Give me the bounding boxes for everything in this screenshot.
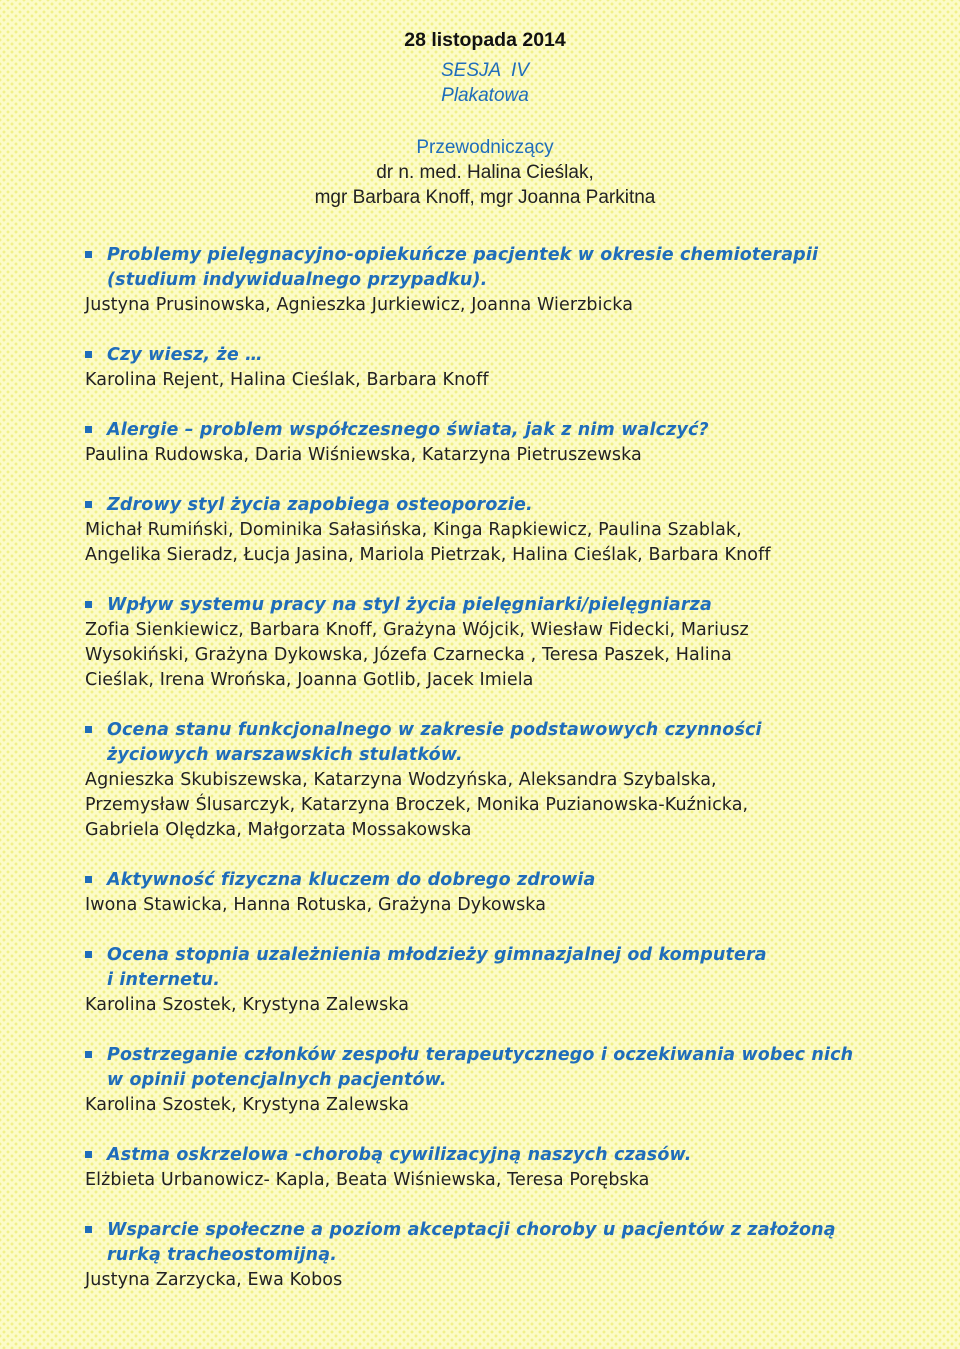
bullet-square-icon (85, 426, 92, 433)
poster-title-line: w opinii potencjalnych pacjentów. (107, 1070, 447, 1090)
poster-item (85, 1043, 945, 1118)
poster-authors (85, 1268, 945, 1293)
poster-item (85, 493, 945, 568)
poster-item (85, 343, 945, 393)
poster-title-line: Czy wiesz, że … (107, 345, 263, 365)
poster-title-line: Alergie – problem współczesnego świata, jak z nim walczyć? (107, 420, 709, 440)
poster-authors (85, 618, 945, 693)
poster-title (107, 868, 945, 893)
poster-author-line: Zofia Sienkiewicz, Barbara Knoff, Grażyna Wójcik, Wiesław Fidecki, Mariusz (85, 620, 749, 640)
bullet-square-icon (85, 601, 92, 608)
poster-author-line: Iwona Stawicka, Hanna Rotuska, Grażyna Dykowska (85, 895, 547, 915)
bullet-square-icon (85, 1151, 92, 1158)
poster-item (85, 243, 945, 318)
poster-title (107, 243, 945, 293)
poster-author-line: Gabriela Olędzka, Małgorzata Mossakowska (85, 820, 472, 840)
poster-title-line: Aktywność fizyczna kluczem do dobrego zdrowia (107, 870, 596, 890)
bullet-square-icon (85, 351, 92, 358)
poster-authors (85, 518, 945, 568)
session-date: 28 listopada 2014 (404, 29, 566, 51)
poster-author-line: Wysokiński, Grażyna Dykowska, Józefa Czarnecka , Teresa Paszek, Halina (85, 645, 732, 665)
poster-title (107, 343, 945, 368)
poster-author-line: Agnieszka Skubiszewska, Katarzyna Wodzyńska, Aleksandra Szybalska, (85, 770, 717, 790)
bullet-square-icon (85, 501, 92, 508)
poster-title (107, 1043, 945, 1093)
poster-authors (85, 293, 945, 318)
poster-author-line: Justyna Zarzycka, Ewa Kobos (85, 1270, 343, 1290)
session-type: Plakatowa (441, 85, 529, 106)
poster-title-line: i internetu. (107, 970, 221, 990)
poster-item (85, 718, 945, 843)
poster-title (107, 1143, 945, 1168)
poster-author-line: Angelika Sieradz, Łucja Jasina, Mariola Pietrzak, Halina Cieślak, Barbara Knoff (85, 545, 771, 565)
chair-title: Przewodniczący (416, 137, 554, 158)
poster-title-line: Ocena stopnia uzależnienia młodzieży gimnazjalnej od komputera (107, 945, 767, 965)
poster-title-line: Zdrowy styl życia zapobiega osteoporozie. (107, 495, 533, 515)
poster-title (107, 418, 945, 443)
poster-title (107, 593, 945, 618)
poster-title-line: Astma oskrzelowa -chorobą cywilizacyjną naszych czasów. (107, 1145, 692, 1165)
poster-item (85, 1143, 945, 1193)
poster-author-line: Cieślak, Irena Wrońska, Joanna Gotlib, Jacek Imiela (85, 670, 534, 690)
poster-author-line: Paulina Rudowska, Daria Wiśniewska, Katarzyna Pietruszewska (85, 445, 642, 465)
poster-author-line: Justyna Prusinowska, Agnieszka Jurkiewicz, Joanna Wierzbicka (85, 295, 634, 315)
poster-author-line: Karolina Szostek, Krystyna Zalewska (85, 1095, 410, 1115)
poster-authors (85, 768, 945, 843)
poster-authors (85, 1093, 945, 1118)
bullet-square-icon (85, 1226, 92, 1233)
poster-title (107, 943, 945, 993)
poster-author-line: Michał Rumiński, Dominika Sałasińska, Kinga Rapkiewicz, Paulina Szablak, (85, 520, 742, 540)
poster-authors (85, 443, 945, 468)
bullet-square-icon (85, 876, 92, 883)
poster-item (85, 943, 945, 1018)
bullet-square-icon (85, 951, 92, 958)
poster-authors (85, 1168, 945, 1193)
bullet-square-icon (85, 251, 92, 258)
session-header (0, 27, 960, 210)
poster-title-line: Postrzeganie członków zespołu terapeutycznego i oczekiwania wobec nich (107, 1045, 854, 1065)
poster-item (85, 868, 945, 918)
poster-item (85, 1218, 945, 1293)
bullet-square-icon (85, 726, 92, 733)
poster-title-line: Wpływ systemu pracy na styl życia pielęgniarki/pielęgniarza (107, 595, 712, 615)
poster-title-line: życiowych warszawskich stulatków. (107, 745, 463, 765)
poster-title (107, 718, 945, 768)
poster-authors (85, 368, 945, 393)
chair-name-2: mgr Barbara Knoff, mgr Joanna Parkitna (314, 187, 656, 208)
poster-title-line: Ocena stanu funkcjonalnego w zakresie podstawowych czynności (107, 720, 762, 740)
poster-author-line: Elżbieta Urbanowicz- Kapla, Beata Wiśniewska, Teresa Porębska (85, 1170, 650, 1190)
bullet-square-icon (85, 1051, 92, 1058)
poster-title-line: (studium indywidualnego przypadku). (107, 270, 488, 290)
poster-title-line: Wsparcie społeczne a poziom akceptacji choroby u pacjentów z założoną (107, 1220, 836, 1240)
poster-author-line: Przemysław Ślusarczyk, Katarzyna Broczek, Monika Puzianowska-Kuźnicka, (85, 795, 749, 815)
poster-title-line: Problemy pielęgnacyjno-opiekuńcze pacjentek w okresie chemioterapii (107, 245, 819, 265)
poster-title (107, 493, 945, 518)
poster-title (107, 1218, 945, 1268)
poster-authors (85, 893, 945, 918)
poster-authors (85, 993, 945, 1018)
session-number: SESJA IV (441, 60, 529, 81)
poster-item (85, 418, 945, 468)
poster-author-line: Karolina Szostek, Krystyna Zalewska (85, 995, 410, 1015)
poster-author-line: Karolina Rejent, Halina Cieślak, Barbara Knoff (85, 370, 489, 390)
poster-item (85, 593, 945, 693)
chair-name-1: dr n. med. Halina Cieślak, (376, 162, 594, 183)
poster-title-line: rurką tracheostomijną. (107, 1245, 338, 1265)
